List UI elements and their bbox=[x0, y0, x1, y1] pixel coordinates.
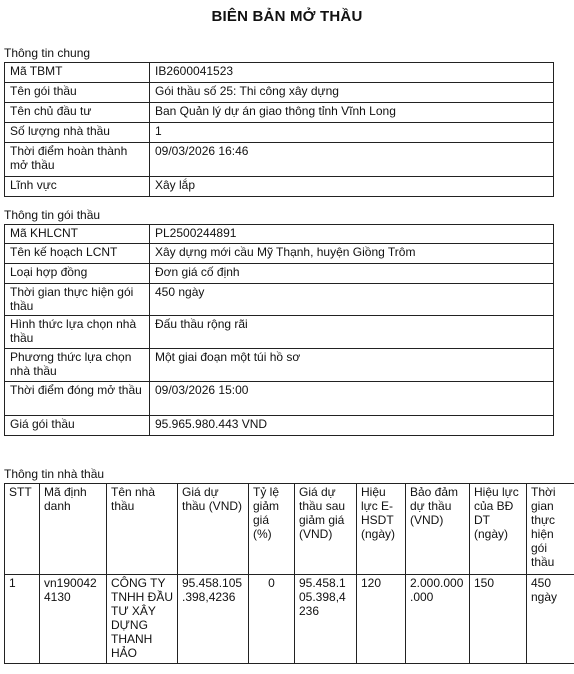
field-label: Tên chủ đầu tư bbox=[5, 103, 150, 123]
field-value: 95.965.980.443 VND bbox=[150, 416, 554, 436]
table-row bbox=[5, 244, 554, 264]
column-header: Tỷ lệ giảm giá (%) bbox=[249, 484, 295, 575]
column-header: Mã định danh bbox=[40, 484, 107, 575]
table-cell: 0 bbox=[249, 575, 295, 664]
contractor-table bbox=[4, 483, 574, 664]
column-header: Bảo đảm dự thầu (VND) bbox=[406, 484, 470, 575]
table-cell: 150 bbox=[470, 575, 527, 664]
table-cell: CÔNG TY TNHH ĐẦU TƯ XÂY DỰNG THANH HẢO bbox=[107, 575, 178, 664]
package-info-table bbox=[4, 224, 554, 436]
field-label: Tên gói thầu bbox=[5, 83, 150, 103]
table-cell: 120 bbox=[357, 575, 406, 664]
table-cell: vn1900424130 bbox=[40, 575, 107, 664]
general-info-table bbox=[4, 62, 554, 197]
field-label: Lĩnh vực bbox=[5, 177, 150, 197]
table-row bbox=[5, 382, 554, 416]
field-value: IB2600041523 bbox=[150, 63, 554, 83]
table-row bbox=[5, 416, 554, 436]
table-cell: 2.000.000.000 bbox=[406, 575, 470, 664]
contractor-info-heading: Thông tin nhà thầu bbox=[4, 467, 105, 481]
column-header: Tên nhà thầu bbox=[107, 484, 178, 575]
field-value: Ban Quản lý dự án giao thông tỉnh Vĩnh Long bbox=[150, 103, 554, 123]
field-label: Thời gian thực hiện gói thầu bbox=[5, 284, 150, 316]
column-header: Hiệu lực của BĐ DT (ngày) bbox=[470, 484, 527, 575]
column-header: Giá dự thầu sau giảm giá (VND) bbox=[295, 484, 357, 575]
field-value: Đơn giá cố định bbox=[150, 264, 554, 284]
column-header: STT bbox=[5, 484, 40, 575]
table-cell: 95.458.105.398,4236 bbox=[295, 575, 357, 664]
field-label: Mã TBMT bbox=[5, 63, 150, 83]
field-value: Xây dựng mới cầu Mỹ Thạnh, huyện Giồng Trôm bbox=[150, 244, 554, 264]
table-header-row bbox=[5, 484, 574, 575]
field-value: Gói thầu số 25: Thi công xây dựng bbox=[150, 83, 554, 103]
table-cell: 450 ngày bbox=[527, 575, 574, 664]
column-header: Giá dự thầu (VND) bbox=[178, 484, 249, 575]
table-cell: 95.458.105.398,4236 bbox=[178, 575, 249, 664]
field-value: 09/03/2026 16:46 bbox=[150, 143, 554, 177]
table-row bbox=[5, 123, 554, 143]
field-label: Mã KHLCNT bbox=[5, 225, 150, 244]
field-value: 1 bbox=[150, 123, 554, 143]
column-header: Hiệu lực E-HSDT (ngày) bbox=[357, 484, 406, 575]
table-row bbox=[5, 143, 554, 177]
field-value: Đấu thầu rộng rãi bbox=[150, 316, 554, 349]
table-row bbox=[5, 63, 554, 83]
general-info-heading: Thông tin chung bbox=[4, 46, 91, 60]
field-label: Thời điểm hoàn thành mở thầu bbox=[5, 143, 150, 177]
table-row bbox=[5, 225, 554, 244]
field-value: 450 ngày bbox=[150, 284, 554, 316]
table-row bbox=[5, 284, 554, 316]
field-label: Hình thức lựa chọn nhà thầu bbox=[5, 316, 150, 349]
table-row bbox=[5, 264, 554, 284]
document-title: BIÊN BẢN MỞ THẦU bbox=[211, 8, 363, 25]
field-value: Một giai đoạn một túi hồ sơ bbox=[150, 349, 554, 382]
package-info-heading: Thông tin gói thầu bbox=[4, 208, 101, 222]
field-label: Tên kế hoạch LCNT bbox=[5, 244, 150, 264]
column-header: Thời gian thực hiện gói thầu bbox=[527, 484, 574, 575]
field-value: PL2500244891 bbox=[150, 225, 554, 244]
table-cell: 1 bbox=[5, 575, 40, 664]
table-row bbox=[5, 349, 554, 382]
table-row bbox=[5, 575, 574, 664]
table-row bbox=[5, 316, 554, 349]
field-label: Loại hợp đồng bbox=[5, 264, 150, 284]
table-row bbox=[5, 83, 554, 103]
field-value: 09/03/2026 15:00 bbox=[150, 382, 554, 416]
field-value: Xây lắp bbox=[150, 177, 554, 197]
field-label: Số lượng nhà thầu bbox=[5, 123, 150, 143]
table-row bbox=[5, 177, 554, 197]
field-label: Thời điểm đóng mở thầu bbox=[5, 382, 150, 416]
field-label: Giá gói thầu bbox=[5, 416, 150, 436]
field-label: Phương thức lựa chọn nhà thầu bbox=[5, 349, 150, 382]
table-row bbox=[5, 103, 554, 123]
